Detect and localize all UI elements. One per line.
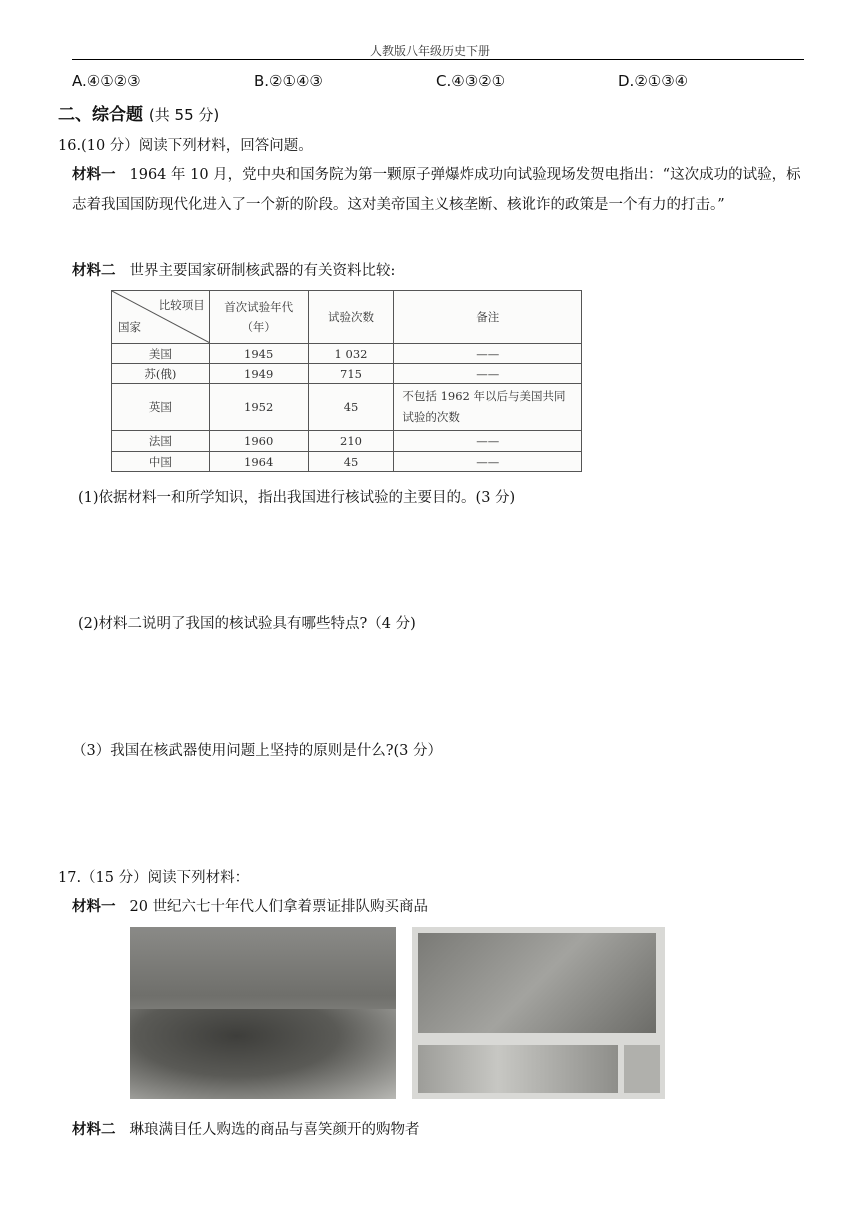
page-header: 人教版八年级历史下册 — [369, 44, 490, 58]
cell-country: 美国 — [112, 344, 210, 364]
crowd-shape — [130, 1009, 396, 1099]
table-row — [112, 364, 582, 384]
table-row — [112, 452, 582, 472]
table-row — [112, 344, 582, 364]
ticket-shape — [418, 1045, 618, 1093]
cell-note: —— — [394, 452, 582, 472]
table-row — [112, 384, 582, 431]
cell-country: 中国 — [112, 452, 210, 472]
ticket-shape — [418, 933, 656, 1033]
section-heading: 二、综合题 — [58, 105, 143, 125]
cell-country: 英国 — [112, 384, 210, 431]
q16-material-2 — [72, 256, 804, 286]
diag-top-label: 比较项目 — [158, 298, 205, 312]
option-a: A.④①②③ — [72, 72, 141, 90]
cell-note: —— — [394, 364, 582, 384]
cell-note: —— — [394, 344, 582, 364]
material-label: 材料一 — [72, 167, 116, 183]
material-text: 琳琅满目任人购选的商品与喜笑颜开的购物者 — [129, 1122, 420, 1138]
q16-material-1 — [72, 160, 804, 220]
material-label: 材料二 — [72, 1122, 116, 1138]
table-row — [112, 431, 582, 452]
cell-note: —— — [394, 431, 582, 452]
header-note: 备注 — [394, 291, 582, 344]
q16-sub-question-1: (1)依据材料一和所学知识，指出我国进行核试验的主要目的。(3 分) — [78, 490, 516, 506]
ration-tickets-photo — [412, 927, 665, 1099]
diag-bottom-label: 国家 — [118, 320, 141, 334]
option-b: B.②①④③ — [254, 72, 323, 90]
material-text: 世界主要国家研制核武器的有关资料比较: — [129, 263, 396, 279]
question-16-title: 16.(10 分）阅读下列材料，回答问题。 — [58, 138, 313, 154]
table-header-row — [112, 291, 582, 344]
q16-sub-question-2: (2)材料二说明了我国的核试验具有哪些特点?（4 分) — [78, 616, 416, 632]
option-d: D.②①③④ — [618, 72, 689, 90]
cell-count: 45 — [308, 384, 394, 431]
cell-count: 715 — [308, 364, 394, 384]
cell-note: 不包括 1962 年以后与美国共同试验的次数 — [394, 384, 582, 431]
header-count: 试验次数 — [308, 291, 394, 344]
diagonal-header-cell — [112, 291, 210, 344]
cell-year: 1952 — [209, 384, 308, 431]
cell-count: 210 — [308, 431, 394, 452]
nuclear-test-table — [111, 290, 582, 472]
option-c: C.④③②① — [436, 72, 506, 90]
cell-year: 1964 — [209, 452, 308, 472]
question-17-title: 17.（15 分）阅读下列材料： — [58, 870, 250, 886]
cell-country: 苏(俄) — [112, 364, 210, 384]
material-text: 20 世纪六七十年代人们拿着票证排队购买商品 — [129, 899, 429, 915]
material-label: 材料二 — [72, 263, 116, 279]
queue-photo — [130, 927, 396, 1099]
cell-count: 45 — [308, 452, 394, 472]
cell-count: 1 032 — [308, 344, 394, 364]
material-label: 材料一 — [72, 899, 116, 915]
section-title — [58, 100, 219, 125]
header-rule — [72, 59, 804, 60]
header-year: 首次试验年代（年） — [209, 291, 308, 344]
q17-material-1 — [72, 892, 804, 922]
cell-country: 法国 — [112, 431, 210, 452]
q17-material-2 — [72, 1115, 804, 1145]
material-text: 1964 年 10 月，党中央和国务院为第一颗原子弹爆炸成功向试验现场发贺电指出：“这次成功的试验，标志着我国国防现代化进入了一个新的阶段。这对美帝国主义核垄断、核讹诈的政策是一个有力的打击。” — [72, 167, 801, 213]
section-points: (共 55 分) — [148, 106, 220, 124]
ticket-shape — [624, 1045, 660, 1093]
cell-year: 1945 — [209, 344, 308, 364]
q16-sub-question-3: （3）我国在核武器使用问题上坚持的原则是什么?(3 分） — [72, 743, 442, 759]
cell-year: 1949 — [209, 364, 308, 384]
cell-year: 1960 — [209, 431, 308, 452]
